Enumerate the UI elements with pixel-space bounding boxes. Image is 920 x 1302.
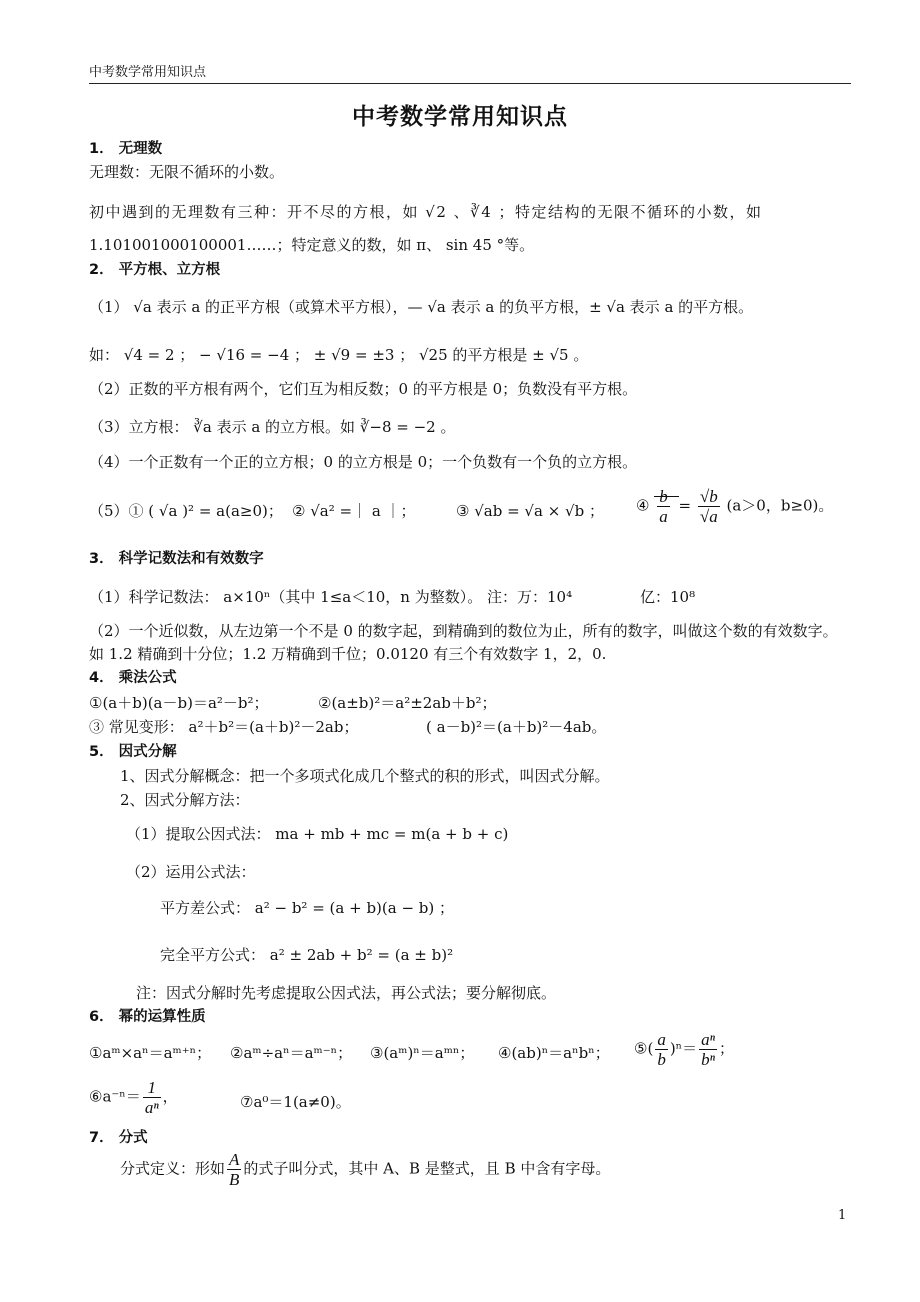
s6-rule-4: ④(ab)ⁿ＝aⁿbⁿ；	[498, 1044, 610, 1062]
s5-concept: 1、因式分解概念：把一个多项式化成几个整式的积的形式，叫因式分解。	[120, 767, 610, 785]
running-header	[89, 63, 851, 84]
s5-diff-squares: 平方差公式： a² − b² = (a + b)(a − b) ；	[160, 899, 455, 917]
section-5-heading: 5． 因式分解	[89, 744, 177, 760]
s6-rule-2: ②aᵐ÷aⁿ＝aᵐ⁻ⁿ；	[230, 1044, 353, 1062]
s1-types-cont: 1.101001000100001……；特定意义的数，如 π、 sin 45 °等。	[89, 236, 535, 254]
fraction-an-over-bn: $\frac{\text{aⁿ}}{\text{bⁿ}}$	[701, 1030, 716, 1069]
s2-item-1: （1） √a 表示 a 的正平方根（或算术平方根），— √a 表示 a 的负平方根，± √a 表示 a 的平方根。	[89, 298, 754, 316]
fraction-1-over-an: $\frac{1}{\text{aⁿ}}$	[144, 1078, 159, 1117]
s2-item-5c: ③ √ab = √a × √b ；	[456, 502, 604, 520]
s3-item-2: （2）一个近似数，从左边第一个不是 0 的数字起，到精确到的数位为止，所有的数字，叫做这个数的有效数字。如 1.2 精确到十分位；1.2 万精确到千位；0.0120 有三个有效数字 1，2，0.	[89, 622, 838, 663]
s1-definition: 无理数：无限不循环的小数。	[89, 163, 285, 181]
section-7-heading: 7． 分式	[89, 1130, 148, 1146]
section-2-heading: 2． 平方根、立方根	[89, 262, 221, 278]
section-4-heading: 4． 乘法公式	[89, 670, 177, 686]
circled-4: ④	[636, 496, 650, 515]
s7-definition: 分式定义：形如 $\frac{A}{B}$ 的式子叫分式，其中 A、B 是整式，且 B 中含有字母。	[120, 1150, 611, 1189]
s1-types: 初中遇到的无理数有三种：开不尽的方根，如 √2 、∛4 ；特定结构的无限不循环的小数，如	[89, 203, 763, 221]
s2-item-5b: ② √a² =｜ a ｜；	[292, 502, 416, 520]
section-3-heading: 3． 科学记数法和有效数字	[89, 551, 264, 567]
s2-examples: 如： √4 = 2 ； − √16 = −4 ； ± √9 = ±3 ； √25 的平方根是 ± √5 。	[89, 346, 589, 364]
s6-rule-1: ①aᵐ×aⁿ＝aᵐ⁺ⁿ；	[89, 1044, 212, 1062]
s3-item-1-yi: 亿：10⁸	[640, 588, 696, 606]
s5-method-2: （2）运用公式法：	[126, 863, 256, 881]
fraction-b-over-a: $\frac{b}{a}$	[659, 487, 668, 526]
section-1-heading: 1． 无理数	[89, 141, 163, 157]
s4-variants: ③ 常见变形： a²＋b²＝(a＋b)²－2ab；	[89, 718, 359, 736]
page-title: 中考数学常用知识点	[352, 103, 568, 130]
s2-item-4: （4）一个正数有一个正的立方根；0 的立方根是 0；一个负数有一个负的立方根。	[89, 453, 638, 471]
s5-perfect-square: 完全平方公式： a² ± 2ab + b² = (a ± b)²	[160, 946, 454, 964]
s3-item-1: （1）科学记数法： a×10ⁿ（其中 1≤a＜10，n 为整数）。 注：万：10⁴	[89, 588, 573, 606]
s2-item-3: （3）立方根： ∛a 表示 a 的立方根。如 ∛−8 = −2 。	[89, 418, 456, 436]
section-6-heading: 6． 幂的运算性质	[89, 1009, 206, 1025]
s4-variant-2: ( a－b)²＝(a＋b)²－4ab。	[426, 718, 607, 736]
s2-item-5a: （5）① ( √a )² = a(a≥0)；	[89, 502, 283, 520]
running-header-text: 中考数学常用知识点	[89, 65, 207, 80]
s4-formula-2: ②(a±b)²＝a²±2ab＋b²；	[318, 694, 497, 712]
s2-item-5d: ④ $\frac{b}{a}$ = $\frac{√b}{√a}$ (a＞0，b≥0)。	[636, 487, 834, 526]
s6-rule-7: ⑦a⁰＝1(a≠0)。	[240, 1093, 351, 1111]
page-number: 1	[838, 1208, 847, 1223]
sqrt-fraction	[654, 487, 678, 526]
s5-methods: 2、因式分解方法：	[120, 791, 250, 809]
s6-rule-5: ⑤( $\frac{a}{b}$ )ⁿ＝ $\frac{\text{aⁿ}}{\text{bⁿ}}$ ；	[634, 1030, 735, 1069]
s4-formula-1: ①(a＋b)(a－b)＝a²－b²；	[89, 694, 269, 712]
s5-method-1: （1）提取公因式法： ma + mb + mc = m(a + b + c)	[126, 825, 509, 843]
s6-rule-3: ③(aᵐ)ⁿ＝aᵐⁿ；	[370, 1044, 475, 1062]
s6-rule-6: ⑥a⁻ⁿ＝ $\frac{1}{\text{aⁿ}}$ ，	[89, 1078, 178, 1117]
fraction-A-over-B: $\frac{A}{B}$	[229, 1150, 240, 1189]
fraction-sqrtb-over-sqrta: $\frac{√b}{√a}$	[699, 487, 718, 526]
s5-note: 注：因式分解时先考虑提取公因式法，再公式法；要分解彻底。	[136, 984, 557, 1002]
s2-item-5d-condition: (a＞0，b≥0)。	[726, 496, 834, 515]
s2-item-2: （2）正数的平方根有两个，它们互为相反数；0 的平方根是 0；负数没有平方根。	[89, 380, 638, 398]
fraction-a-over-b: $\frac{a}{b}$	[657, 1030, 666, 1069]
